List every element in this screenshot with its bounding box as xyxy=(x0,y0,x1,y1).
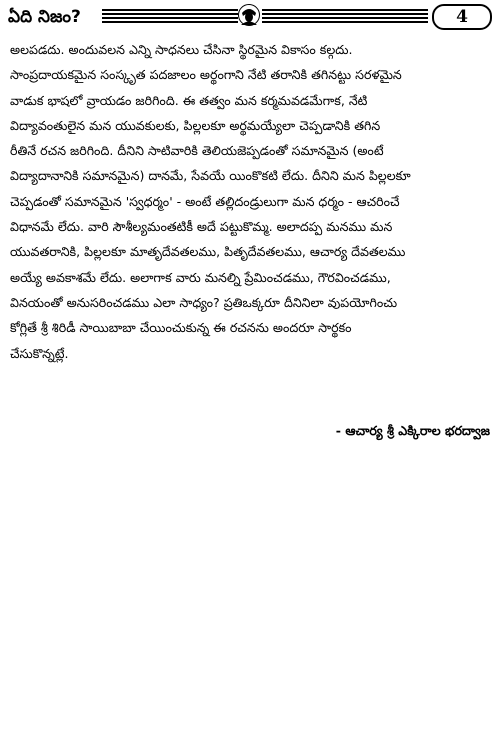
text-line: విద్యావంతులైన మన యువకులకు, పిల్లలకూ అర్థమయ్యేలా చెప్పడానికి తగిన xyxy=(10,117,381,133)
text-line: అలపడదు. అందువలన ఎన్ని సాధనలు చేసినా స్థిరమైన వికాసం కల్గదు. xyxy=(10,42,353,57)
text-line: సాంప్రదాయకమైన సంస్కృత పదజాలం అర్థంగాని నేటి తరానికి తగినట్టు సరళమైన xyxy=(10,67,402,83)
portrait-icon xyxy=(238,4,260,26)
header-rule-left xyxy=(102,9,238,23)
author-signature: - ఆచార్య శ్రీ ఎక్కిరాల భరద్వాజ xyxy=(335,423,490,438)
text-line: యువతరానికి, పిల్లలకూ మాతృదేవతలము, పితృదేవతలము, ఆచార్య దేవతలము xyxy=(10,244,406,260)
page-number: 4 xyxy=(432,4,492,30)
text-line: చేసుకొన్నట్లే. xyxy=(10,345,69,361)
book-title: ఏది నిజం? xyxy=(8,7,81,27)
page-header xyxy=(6,4,492,30)
text-line: రీతినే రచన జరిగింది. దీనిని సాటివారికి తెలియజెప్పడంతో సమానమైన (అంటే xyxy=(10,143,384,159)
text-line: వాడుక భాషలో వ్రాయడం జరిగింది. ఈ తత్వం మన కర్మమవడమేగాక, నేటి xyxy=(10,92,368,108)
text-line: వినయంతో అనుసరించడము ఎలా సాధ్యం? ప్రతిఒక్కరూ దీనినిలా వుపయోగించు xyxy=(10,294,398,310)
text-line: చెప్పడంతో సమానమైన 'స్వధర్మం' - అంటే తల్లిదండ్రులుగా మన ధర్మం - ఆచరించే xyxy=(10,193,400,209)
header-rule-right xyxy=(262,9,428,23)
text-line: అయ్యే అవకాశమే లేదు. అలాగాక వారు మనల్ని ప్రేమించడము, గౌరవించడము, xyxy=(10,269,391,285)
body-paragraph xyxy=(10,37,492,366)
text-line: విద్యాదానానికి సమానమైన) దానమే, సేవయే యింకొకటి లేదు. దీనిని మన పిల్లలకూ xyxy=(10,168,411,184)
text-line: విధానమే లేదు. వారి సౌశీల్యమంతటికీ అదే పట్టుకొమ్మ. అలాదప్ప మనము మన xyxy=(10,219,393,235)
text-line: కోగ్లితే శ్రీ శిరిడీ సాయిబాబా చేయించుకున్న ఈ రచనను అందరూ సార్థకం xyxy=(10,320,352,336)
